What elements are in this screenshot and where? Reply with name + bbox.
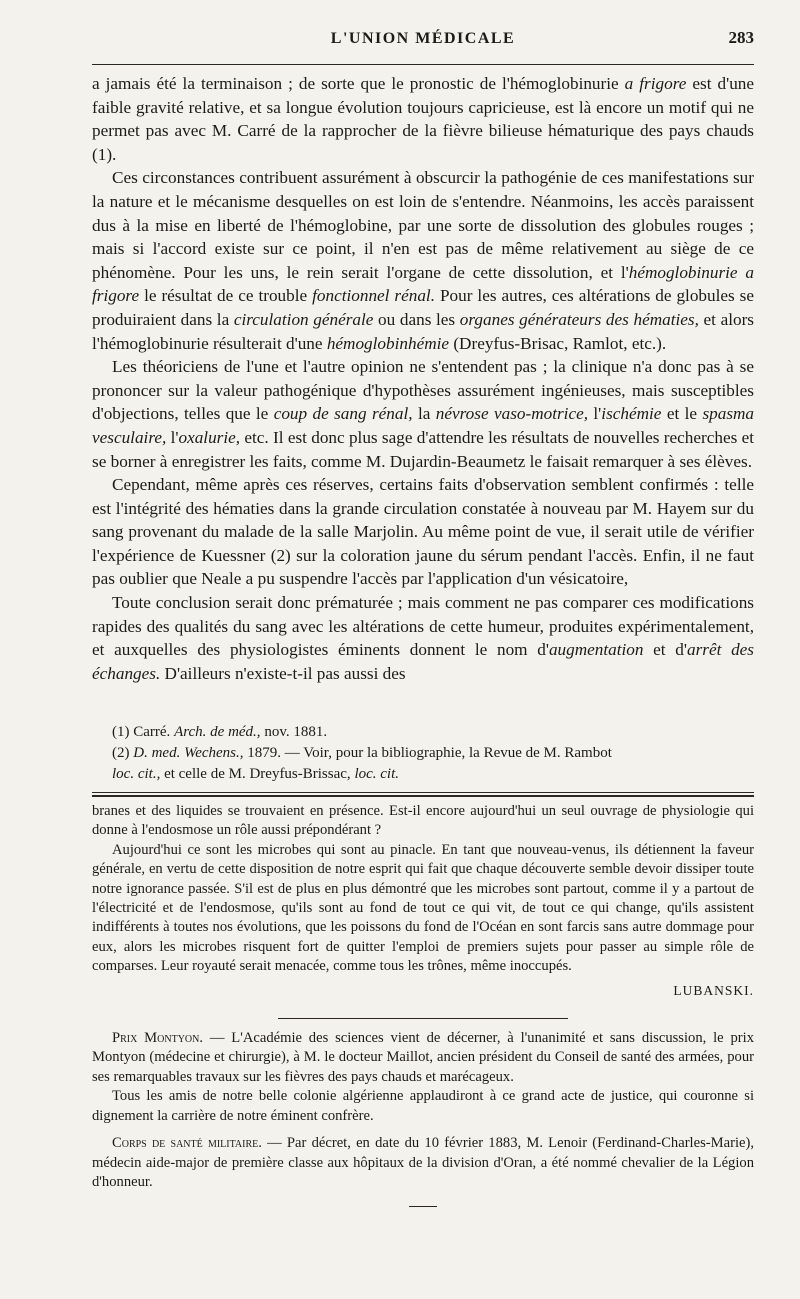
paragraph: branes et des liquides se trouvaient en présence. Est-il encore aujourd'hui un seul ouvrage de physiologie qui donne à l'endosmose un rôle aussi prépondérant ? bbox=[92, 803, 754, 839]
paragraph: a jamais été la terminaison ; de sorte que le pronostic de l'hémoglobinurie a frigore est d'une faible gravité relative, et sa longue évolution toujours capricieuse, est là encore un motif qui ne permet pas avec M. Carré de la rapprocher de la fièvre bilieuse hématurique des pays chauds (1). bbox=[92, 74, 755, 164]
footnotes bbox=[92, 722, 754, 785]
center-rule bbox=[278, 1018, 568, 1019]
paragraph: Cependant, même après ces réserves, certains faits d'observation semblent confirmés : telle est l'intégrité des hématies dans la grande circulation constatée à nouveau par M. Hayem sur du sang provenant du malade de la salle Marjolin. Au même point de vue, il serait utile de vérifier l'expérience de Kuessner (2) sur la coloration jaune du sérum pendant l'accès. Enfin, il ne faut pas oublier que Neale a pu suspendre l'accès par l'application d'un vésicatoire, bbox=[92, 475, 754, 589]
running-title: L'UNION MÉDICALE bbox=[330, 30, 516, 47]
news-item: Tous les amis de notre belle colonie algérienne applaudiront à ce grand acte de justice, qui couronne si dignement la carrière de notre éminent confrère. bbox=[92, 1088, 754, 1124]
news-item: Prix Montyon. — L'Académie des sciences vient de décerner, à l'unanimité et sans discussion, le prix Montyon (médecine et chirurgie), à M. le docteur Maillot, ancien président du Conseil de santé des armées, pour ses remarquables travaux sur les fièvres des pays chauds et marécageux. bbox=[92, 1030, 754, 1085]
news-item: Corps de santé militaire. — Par décret, en date du 10 février 1883, M. Lenoir (Ferdinand-Charles-Marie), médecin aide-major de première classe aux hôpitaux de la division d'Oran, a été nommé chevalier de la Légion d'honneur. bbox=[92, 1135, 754, 1190]
header-rule bbox=[92, 64, 754, 65]
paragraph: Les théoriciens de l'une et l'autre opinion ne s'entendent pas ; la clinique n'a donc pas à se prononcer sur la valeur pathogénique d'hypothèses assurément ingénieuses, mais susceptibles d'objections, telles que le coup de sang rénal, la névrose vaso-motrice, l'ischémie et le spasma vesculaire, l'oxalurie, etc. Il est donc plus sage d'attendre les résultats de nouvelles recherches et se borner à enregistrer les faits, comme M. Dujardin-Beaumetz le faisait remarquer à ses élèves. bbox=[92, 357, 755, 471]
footnote-2: (2) D. med. Wechens., 1879. — Voir, pour la bibliographie, la Revue de M. Rambot loc. cit., et celle de M. Dreyfus-Brissac, loc. cit. bbox=[112, 745, 612, 782]
section-divider bbox=[92, 792, 754, 797]
page-header bbox=[92, 30, 754, 56]
end-mark bbox=[409, 1206, 437, 1207]
paragraph: Ces circonstances contribuent assurément à obscurcir la pathogénie de ces manifestations sur la nature et le mécanisme desquelles on est loin de s'entendre. Néanmoins, les accès paraissent dus à la mise en liberté de l'hémoglobine, par une sorte de dissolution des globules rouges ; mais si l'accord existe sur ce point, il n'en est pas de même relativement au siège de ce phénomène. Pour les uns, le rein serait l'organe de cette dissolution, et l'hémoglobinurie a frigore le résultat de ce trouble fonctionnel rénal. Pour les autres, ces altérations de globules se produiraient dans la circulation générale ou dans les organes générateurs des hématies, et alors l'hémoglobinurie résulterait d'une hémoglobinhémie (Dreyfus-Brisac, Ramlot, etc.). bbox=[92, 168, 754, 353]
author-signature: LUBANSKI. bbox=[673, 982, 754, 998]
page-number: 283 bbox=[728, 28, 754, 47]
paragraph: Toute conclusion serait donc prématurée ; mais comment ne pas comparer ces modifications rapides des qualités du sang avec les altérations de cette humeur, produites expérimentalement, et auxquelles des physiologistes éminents donnent le nom d'augmentation et d'arrêt des échanges. D'ailleurs n'existe-t-il pas aussi des bbox=[92, 593, 754, 683]
footnote-1: (1) Carré. Arch. de méd., nov. 1881. bbox=[112, 724, 328, 740]
feuilleton-text bbox=[92, 802, 754, 1207]
main-text bbox=[92, 72, 754, 685]
paragraph: Aujourd'hui ce sont les microbes qui sont au pinacle. En tant que nouveau-venus, ils détiennent la faveur générale, en vertu de cette disposition de notre esprit qui fait que chaque découverte semble devoir dissiper toute notre ignorance passée. S'il est de plus en plus démontré que les microbes sont partout, comme il y a partout de l'électricité et de l'endosmose, qu'ils sont au fond de tout ce qui vit, de tout ce qui change, qu'ils assistent indifférents à toutes nos évolutions, que les poissons du fond de l'Océan en sont farcis sans autre dommage pour eux, alors les microbes risquent fort de quitter l'emploi de premiers sujets pour passer au simple rôle de comparses. Leur royauté serait menacée, comme tous les trônes, même inoccupés. bbox=[92, 841, 754, 975]
